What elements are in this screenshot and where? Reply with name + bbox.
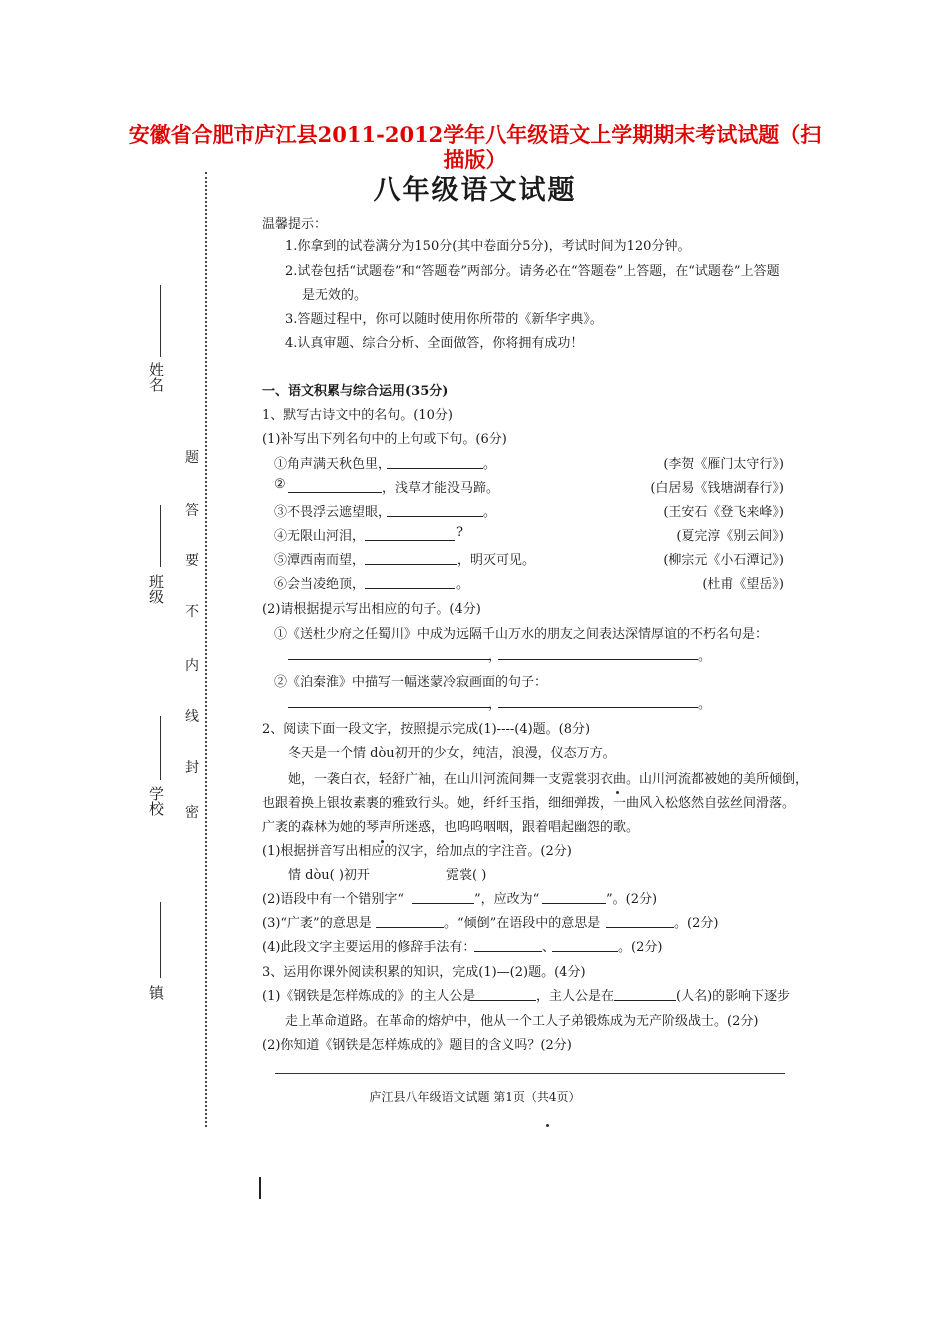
verse-6-source: (杜甫《望岳》) bbox=[702, 577, 784, 592]
verse-5-post: ，明灭可见。 bbox=[457, 553, 536, 568]
tip-item: 是无效的。 bbox=[302, 288, 368, 303]
passage-line: 冬天是一个情 dòu初开的少女，纯洁，浪漫，仪态万方。 bbox=[288, 746, 616, 761]
section1-heading: 一、语文积累与综合运用(35分) bbox=[262, 384, 449, 399]
question-2-2-a: (2)语段中有一个错别字“ bbox=[262, 892, 405, 907]
banner-title: 安徽省合肥市庐江县2011-2012学年八年级语文上学期期末考试试题（扫描版） bbox=[128, 122, 822, 172]
question-1-2b: ②《泊秦淮》中描写一幅迷蒙冷寂画面的句子： bbox=[274, 675, 548, 690]
question-2-4-c: 。(2分) bbox=[618, 940, 663, 955]
verse-4-blank[interactable] bbox=[365, 540, 455, 541]
side-school-label: 学校 bbox=[147, 786, 165, 816]
question-3-1-c: (人名)的影响下逐步 bbox=[676, 989, 791, 1004]
question-1: 1、默写古诗文中的名句。(10分) bbox=[262, 408, 453, 423]
answer-1-2a-blank-1[interactable] bbox=[288, 659, 490, 660]
answer-2-2-blank-2[interactable] bbox=[542, 903, 606, 904]
verse-2-blank[interactable] bbox=[288, 492, 382, 493]
seal-char-ti: 题 bbox=[185, 450, 199, 466]
verse-2-pre: ② bbox=[274, 477, 286, 492]
verse-5-source: (柳宗元《小石潭记》) bbox=[663, 553, 784, 568]
verse-4-pre: ④无限山河泪， bbox=[274, 529, 366, 544]
question-2-1a: 情 dòu( )初开 bbox=[288, 868, 370, 883]
separator-period: 。 bbox=[698, 649, 712, 664]
verse-2-post: ，浅草才能没马蹄。 bbox=[382, 481, 500, 496]
verse-4-post: ? bbox=[456, 525, 463, 540]
answer-1-2b-blank-1[interactable] bbox=[288, 707, 490, 708]
side-class-blank bbox=[160, 505, 161, 567]
answer-2-2-blank-1[interactable] bbox=[412, 903, 474, 904]
answer-3-1-blank-1[interactable] bbox=[470, 1000, 536, 1001]
separator-period: 。 bbox=[698, 697, 712, 712]
question-2-4-b: 、 bbox=[542, 940, 556, 955]
verse-1-pre: ①角声满天秋色里， bbox=[274, 457, 392, 472]
separator-comma: ， bbox=[488, 649, 502, 664]
verse-3-blank[interactable] bbox=[387, 516, 483, 517]
tip-item: 3.答题过程中，你可以随时使用你所带的《新华字典》。 bbox=[285, 312, 603, 327]
verse-1-source: (李贺《雁门太守行》) bbox=[663, 457, 784, 472]
verse-1-post: 。 bbox=[483, 457, 497, 472]
question-3-1-b: ，主人公是在 bbox=[536, 989, 615, 1004]
question-1-1: (1)补写出下列名句中的上句或下句。(6分) bbox=[262, 432, 507, 447]
question-2-2-c: ”。(2分) bbox=[606, 892, 658, 907]
verse-4-source: (夏完淳《别云间》) bbox=[676, 529, 784, 544]
passage-line: 她，一袭白衣，轻舒广袖，在山川河流间舞一支霓裳羽衣曲。山川河流都被她的美所倾倒， bbox=[288, 772, 809, 787]
tips-heading: 温馨提示： bbox=[262, 217, 328, 232]
question-2-3-a: (3)“广袤”的意思是 bbox=[262, 916, 372, 931]
tip-item: 4.认真审题、综合分析、全面做答，你将拥有成功！ bbox=[285, 336, 584, 351]
question-2-4-a: (4)此段文字主要运用的修辞手法有： bbox=[262, 940, 476, 955]
question-2: 2、阅读下面一段文字，按照提示完成(1)----(4)题。(8分) bbox=[262, 722, 591, 737]
verse-6-post: 。 bbox=[456, 577, 470, 592]
question-3-1-a: (1)《钢铁是怎样炼成的》的主人公是 bbox=[262, 989, 476, 1004]
tip-item: 2.试卷包括“试题卷”和“答题卷”两部分。请务必在“答题卷”上答题，在“试题卷”上答题 bbox=[285, 264, 780, 279]
question-2-1b: 霓裳( ) bbox=[446, 868, 487, 883]
passage-line: 广袤的森林为她的琴声所迷惑，也呜呜咽咽，跟着唱起幽怨的歌。 bbox=[262, 820, 640, 835]
seal-char-xian: 线 bbox=[185, 709, 199, 725]
question-1-2: (2)请根据提示写出相应的句子。(4分) bbox=[262, 602, 481, 617]
question-3: 3、运用你课外阅读积累的知识，完成(1)—(2)题。(4分) bbox=[262, 965, 586, 980]
answer-3-1-blank-2[interactable] bbox=[614, 1000, 676, 1001]
passage-line: 也跟着换上银妆素裹的雅致行头。她，纤纤玉指，细细弹拨，一曲风入松悠然自弦丝间滑落。 bbox=[262, 796, 796, 811]
seal-char-feng: 封 bbox=[185, 760, 199, 776]
question-3-1-d: 走上革命道路。在革命的熔炉中，他从一个工人子弟锻炼成为无产阶级战士。(2分) bbox=[285, 1014, 759, 1029]
side-name-label: 姓名 bbox=[147, 362, 165, 392]
seal-char-bu: 不 bbox=[185, 604, 199, 620]
question-2-2-b: ”，应改为“ bbox=[474, 892, 540, 907]
side-name-blank bbox=[160, 285, 161, 357]
tip-item: 1.你拿到的试卷满分为150分(其中卷面分5分)，考试时间为120分钟。 bbox=[285, 239, 691, 254]
seal-char-nei: 内 bbox=[185, 658, 199, 674]
side-town-label: 镇 bbox=[147, 985, 165, 1000]
scan-mark bbox=[546, 1124, 549, 1127]
seal-char-mi: 密 bbox=[185, 805, 199, 821]
exam-title: 八年级语文试题 bbox=[373, 175, 577, 206]
question-2-1: (1)根据拼音写出相应的汉字，给加点的字注音。(2分) bbox=[262, 844, 572, 859]
seal-char-yao: 要 bbox=[185, 553, 199, 569]
answer-2-4-blank-1[interactable] bbox=[474, 951, 542, 952]
side-school-blank bbox=[160, 716, 161, 780]
answer-3-2-line[interactable] bbox=[275, 1073, 785, 1074]
side-town-blank bbox=[160, 902, 161, 978]
question-1-2a: ①《送杜少府之任蜀川》中成为远隔千山万水的朋友之间表达深情厚谊的不朽名句是： bbox=[274, 627, 769, 642]
verse-1-blank[interactable] bbox=[387, 468, 483, 469]
verse-3-post: 。 bbox=[483, 505, 497, 520]
emphasis-dot bbox=[616, 791, 619, 794]
verse-6-blank[interactable] bbox=[365, 588, 455, 589]
scan-mark-bar bbox=[259, 1177, 261, 1199]
answer-2-4-blank-2[interactable] bbox=[552, 951, 618, 952]
question-2-3-c: 。(2分) bbox=[674, 916, 719, 931]
side-class-label: 班级 bbox=[147, 574, 165, 604]
verse-6-pre: ⑥会当凌绝顶， bbox=[274, 577, 366, 592]
separator-comma: ， bbox=[488, 697, 502, 712]
verse-3-pre: ③不畏浮云遮望眼， bbox=[274, 505, 392, 520]
question-2-3-b: 。“倾倒”在语段中的意思是 bbox=[444, 916, 601, 931]
verse-3-source: (王安石《登飞来峰》) bbox=[663, 505, 784, 520]
verse-5-pre: ⑤潭西南而望， bbox=[274, 553, 366, 568]
seal-char-da: 答 bbox=[185, 503, 199, 519]
answer-1-2a-blank-2[interactable] bbox=[498, 659, 698, 660]
answer-2-3-blank-1[interactable] bbox=[376, 927, 444, 928]
verse-2-source: (白居易《钱塘湖春行》) bbox=[650, 481, 784, 496]
page-footer: 庐江县八年级语文试题 第1页（共4页） bbox=[369, 1090, 581, 1104]
binding-dotted-line bbox=[205, 172, 207, 1127]
answer-1-2b-blank-2[interactable] bbox=[498, 707, 698, 708]
question-3-2: (2)你知道《钢铁是怎样炼成的》题目的含义吗？(2分) bbox=[262, 1038, 572, 1053]
answer-2-3-blank-2[interactable] bbox=[606, 927, 674, 928]
verse-5-blank[interactable] bbox=[365, 564, 457, 565]
